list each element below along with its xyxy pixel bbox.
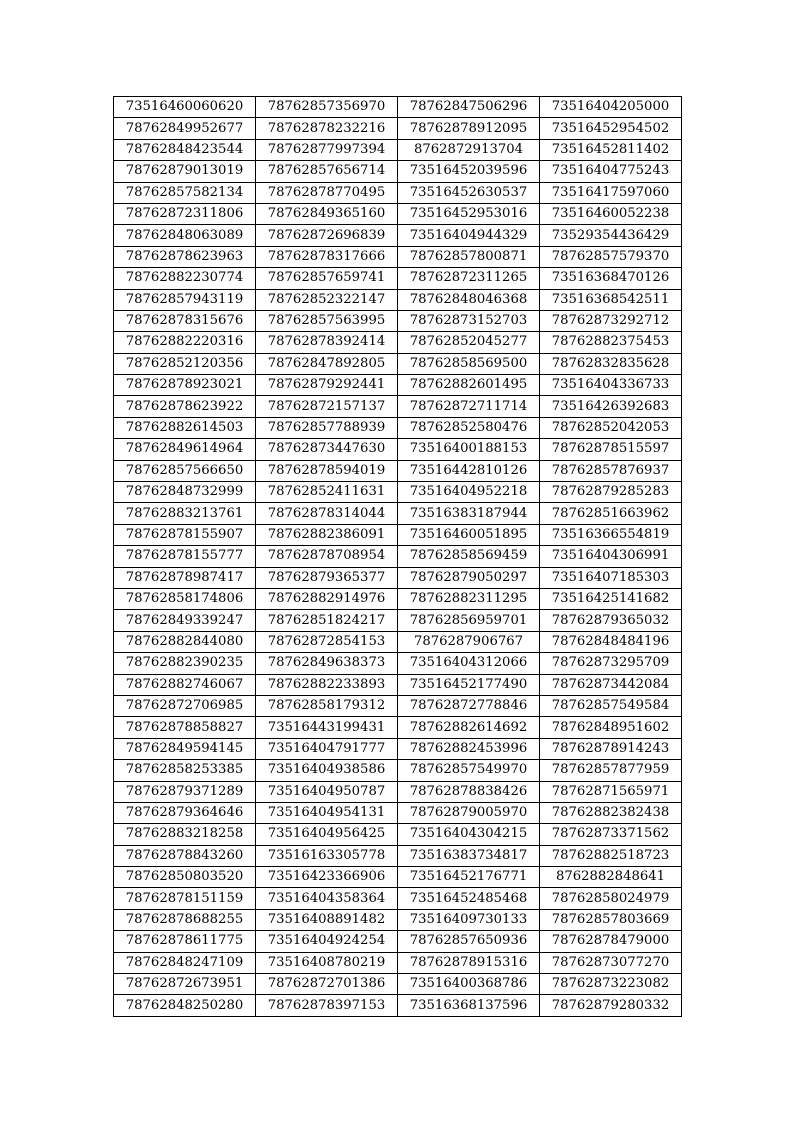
table-cell: 73516452953016	[398, 203, 540, 224]
table-cell: 78762878317666	[256, 246, 398, 267]
table-cell: 78762873371562	[540, 824, 682, 845]
table-cell: 73516423366906	[256, 867, 398, 888]
table-cell: 78762857650936	[398, 931, 540, 952]
table-cell: 73516404336733	[540, 375, 682, 396]
table-row	[114, 139, 682, 160]
table-cell: 78762878232216	[256, 118, 398, 139]
table-cell: 78762852120356	[114, 353, 256, 374]
table-row	[114, 674, 682, 695]
table-cell: 78762848951602	[540, 717, 682, 738]
table-cell: 78762857943119	[114, 289, 256, 310]
table-cell: 78762882914976	[256, 588, 398, 609]
table-row	[114, 567, 682, 588]
table-cell: 78762871565971	[540, 781, 682, 802]
table-cell: 78762872696839	[256, 225, 398, 246]
table-cell: 78762879280332	[540, 995, 682, 1016]
table-cell: 78762857656714	[256, 161, 398, 182]
table-cell: 78762878314044	[256, 503, 398, 524]
table-cell: 73516404944329	[398, 225, 540, 246]
table-cell: 73516404950787	[256, 781, 398, 802]
table-cell: 78762882375453	[540, 332, 682, 353]
table-row	[114, 931, 682, 952]
table-cell: 73516368470126	[540, 268, 682, 289]
table-cell: 78762882518723	[540, 845, 682, 866]
table-row	[114, 845, 682, 866]
table-cell: 78762857549970	[398, 760, 540, 781]
table-cell: 73516452811402	[540, 139, 682, 160]
table-row	[114, 653, 682, 674]
table-row	[114, 289, 682, 310]
table-row	[114, 824, 682, 845]
table-cell: 78762878843260	[114, 845, 256, 866]
table-cell: 78762857659741	[256, 268, 398, 289]
table-row	[114, 353, 682, 374]
table-cell: 78762857563995	[256, 310, 398, 331]
table-cell: 78762858179312	[256, 695, 398, 716]
table-cell: 78762852042053	[540, 417, 682, 438]
table-cell: 8762882848641	[540, 867, 682, 888]
table-cell: 78762872854153	[256, 631, 398, 652]
table-cell: 78762878392414	[256, 332, 398, 353]
table-cell: 78762879292441	[256, 375, 398, 396]
table-cell: 78762882220316	[114, 332, 256, 353]
table-cell: 73516383187944	[398, 503, 540, 524]
table-cell: 78762878858827	[114, 717, 256, 738]
table-cell: 78762878594019	[256, 460, 398, 481]
table-cell: 78762847506296	[398, 97, 540, 118]
table-row	[114, 738, 682, 759]
table-cell: 73516368542511	[540, 289, 682, 310]
table-cell: 73516404775243	[540, 161, 682, 182]
table-row	[114, 588, 682, 609]
table-cell: 78762882601495	[398, 375, 540, 396]
table-cell: 78762852580476	[398, 417, 540, 438]
table-cell: 78762879365377	[256, 567, 398, 588]
table-cell: 73529354436429	[540, 225, 682, 246]
table-cell: 78762873292712	[540, 310, 682, 331]
table-cell: 78762848247109	[114, 952, 256, 973]
table-cell: 73516452485468	[398, 888, 540, 909]
table-cell: 78762872701386	[256, 974, 398, 995]
table-cell: 78762873152703	[398, 310, 540, 331]
table-cell: 73516417597060	[540, 182, 682, 203]
table-row	[114, 909, 682, 930]
table-cell: 78762882390235	[114, 653, 256, 674]
table-cell: 78762849614964	[114, 439, 256, 460]
table-cell: 73516408780219	[256, 952, 398, 973]
table-cell: 78762858024979	[540, 888, 682, 909]
table-cell: 73516383734817	[398, 845, 540, 866]
table-cell: 73516368137596	[398, 995, 540, 1016]
table-cell: 78762858569459	[398, 546, 540, 567]
table-cell: 78762878987417	[114, 567, 256, 588]
table-cell: 78762882614692	[398, 717, 540, 738]
table-row	[114, 118, 682, 139]
table-cell: 78762849365160	[256, 203, 398, 224]
table-cell: 73516425141682	[540, 588, 682, 609]
table-cell: 73516452954502	[540, 118, 682, 139]
table-cell: 78762879371289	[114, 781, 256, 802]
table-cell: 78762877997394	[256, 139, 398, 160]
table-cell: 73516400368786	[398, 974, 540, 995]
table-cell: 73516404306991	[540, 546, 682, 567]
table-cell: 78762852322147	[256, 289, 398, 310]
table-cell: 78762883218258	[114, 824, 256, 845]
table-cell: 78762873295709	[540, 653, 682, 674]
table-cell: 78762878611775	[114, 931, 256, 952]
table-cell: 78762872311806	[114, 203, 256, 224]
table-cell: 78762878623963	[114, 246, 256, 267]
table-cell: 78762878688255	[114, 909, 256, 930]
table-cell: 78762849952677	[114, 118, 256, 139]
table-cell: 78762847892805	[256, 353, 398, 374]
table-row	[114, 717, 682, 738]
table-row	[114, 802, 682, 823]
table-cell: 78762872673951	[114, 974, 256, 995]
table-cell: 78762879013019	[114, 161, 256, 182]
table-row	[114, 161, 682, 182]
table-cell: 78762857803669	[540, 909, 682, 930]
table-cell: 78762848484196	[540, 631, 682, 652]
table-cell: 78762879050297	[398, 567, 540, 588]
table-cell: 78762872706985	[114, 695, 256, 716]
table-cell: 73516452176771	[398, 867, 540, 888]
table-cell: 78762857800871	[398, 246, 540, 267]
table-cell: 78762878912095	[398, 118, 540, 139]
table-cell: 78762882230774	[114, 268, 256, 289]
table-cell: 78762857356970	[256, 97, 398, 118]
table-cell: 78762882311295	[398, 588, 540, 609]
table-cell: 78762857566650	[114, 460, 256, 481]
table-cell: 78762857579370	[540, 246, 682, 267]
table-cell: 78762848250280	[114, 995, 256, 1016]
table-row	[114, 268, 682, 289]
table-cell: 78762848046368	[398, 289, 540, 310]
table-cell: 73516404938586	[256, 760, 398, 781]
table-cell: 73516408891482	[256, 909, 398, 930]
table-cell: 78762857876937	[540, 460, 682, 481]
table-cell: 73516404304215	[398, 824, 540, 845]
table-cell: 73516460051895	[398, 524, 540, 545]
table-row	[114, 225, 682, 246]
table-row	[114, 760, 682, 781]
table-cell: 73516404791777	[256, 738, 398, 759]
table-cell: 78762848732999	[114, 482, 256, 503]
table-cell: 78762878623922	[114, 396, 256, 417]
table-cell: 8762872913704	[398, 139, 540, 160]
table-row	[114, 546, 682, 567]
table-row	[114, 460, 682, 481]
table-cell: 73516404954131	[256, 802, 398, 823]
table-cell: 78762852045277	[398, 332, 540, 353]
table-cell: 78762879365032	[540, 610, 682, 631]
table-cell: 78762878915316	[398, 952, 540, 973]
table-cell: 73516404952218	[398, 482, 540, 503]
table-cell: 73516460052238	[540, 203, 682, 224]
table-cell: 73516443199431	[256, 717, 398, 738]
number-table	[113, 96, 682, 1017]
table-cell: 73516460060620	[114, 97, 256, 118]
table-cell: 73516407185303	[540, 567, 682, 588]
table-row	[114, 246, 682, 267]
table-cell: 78762858253385	[114, 760, 256, 781]
table-cell: 78762872157137	[256, 396, 398, 417]
table-cell: 78762878155907	[114, 524, 256, 545]
table-row	[114, 610, 682, 631]
table-cell: 78762857788939	[256, 417, 398, 438]
table-row	[114, 375, 682, 396]
table-cell: 73516452039596	[398, 161, 540, 182]
table-row	[114, 396, 682, 417]
table-cell: 78762878155777	[114, 546, 256, 567]
table-row	[114, 503, 682, 524]
table-cell: 78762878770495	[256, 182, 398, 203]
table-cell: 78762858174806	[114, 588, 256, 609]
table-cell: 78762872778846	[398, 695, 540, 716]
table-cell: 78762849638373	[256, 653, 398, 674]
table-cell: 78762882844080	[114, 631, 256, 652]
table-cell: 7876287906767	[398, 631, 540, 652]
table-row	[114, 482, 682, 503]
table-row	[114, 781, 682, 802]
table-cell: 78762882233893	[256, 674, 398, 695]
table-cell: 73516404205000	[540, 97, 682, 118]
table-cell: 73516404358364	[256, 888, 398, 909]
table-cell: 78762882614503	[114, 417, 256, 438]
table-cell: 78762856959701	[398, 610, 540, 631]
table-cell: 78762878708954	[256, 546, 398, 567]
table-cell: 78762882382438	[540, 802, 682, 823]
table-row	[114, 867, 682, 888]
table-cell: 78762848063089	[114, 225, 256, 246]
table-row	[114, 695, 682, 716]
table-cell: 78762872711714	[398, 396, 540, 417]
table-cell: 78762852411631	[256, 482, 398, 503]
table-row	[114, 417, 682, 438]
table-cell: 78762873447630	[256, 439, 398, 460]
table-cell: 78762878923021	[114, 375, 256, 396]
table-cell: 78762832835628	[540, 353, 682, 374]
table-row	[114, 332, 682, 353]
table-row	[114, 952, 682, 973]
table-row	[114, 97, 682, 118]
table-cell: 78762873077270	[540, 952, 682, 973]
table-cell: 78762878914243	[540, 738, 682, 759]
table-cell: 73516426392683	[540, 396, 682, 417]
table-cell: 78762851663962	[540, 503, 682, 524]
table-cell: 73516366554819	[540, 524, 682, 545]
table-cell: 78762857549584	[540, 695, 682, 716]
table-row	[114, 974, 682, 995]
table-cell: 73516409730133	[398, 909, 540, 930]
table-cell: 78762849594145	[114, 738, 256, 759]
table-cell: 78762878838426	[398, 781, 540, 802]
table-cell: 78762882453996	[398, 738, 540, 759]
table-cell: 78762879285283	[540, 482, 682, 503]
table-cell: 73516404956425	[256, 824, 398, 845]
table-row	[114, 310, 682, 331]
table-row	[114, 631, 682, 652]
table-cell: 73516400188153	[398, 439, 540, 460]
table-cell: 73516163305778	[256, 845, 398, 866]
number-table-body	[114, 97, 682, 1017]
table-cell: 78762857877959	[540, 760, 682, 781]
table-cell: 78762857582134	[114, 182, 256, 203]
table-cell: 78762873442084	[540, 674, 682, 695]
table-cell: 78762883213761	[114, 503, 256, 524]
table-cell: 78762882386091	[256, 524, 398, 545]
table-cell: 78762849339247	[114, 610, 256, 631]
table-cell: 78762879364646	[114, 802, 256, 823]
table-row	[114, 524, 682, 545]
table-cell: 73516442810126	[398, 460, 540, 481]
table-cell: 78762878479000	[540, 931, 682, 952]
table-cell: 78762878515597	[540, 439, 682, 460]
table-cell: 78762872311265	[398, 268, 540, 289]
table-cell: 78762878151159	[114, 888, 256, 909]
table-cell: 78762878397153	[256, 995, 398, 1016]
table-cell: 78762848423544	[114, 139, 256, 160]
table-row	[114, 888, 682, 909]
table-cell: 73516452177490	[398, 674, 540, 695]
table-cell: 73516404312066	[398, 653, 540, 674]
table-row	[114, 995, 682, 1016]
table-cell: 73516452630537	[398, 182, 540, 203]
table-cell: 78762851824217	[256, 610, 398, 631]
table-cell: 78762879005970	[398, 802, 540, 823]
table-cell: 78762858569500	[398, 353, 540, 374]
table-cell: 78762882746067	[114, 674, 256, 695]
table-cell: 78762850803520	[114, 867, 256, 888]
table-cell: 78762873223082	[540, 974, 682, 995]
table-row	[114, 203, 682, 224]
table-row	[114, 182, 682, 203]
table-row	[114, 439, 682, 460]
table-cell: 73516404924254	[256, 931, 398, 952]
table-cell: 78762878315676	[114, 310, 256, 331]
